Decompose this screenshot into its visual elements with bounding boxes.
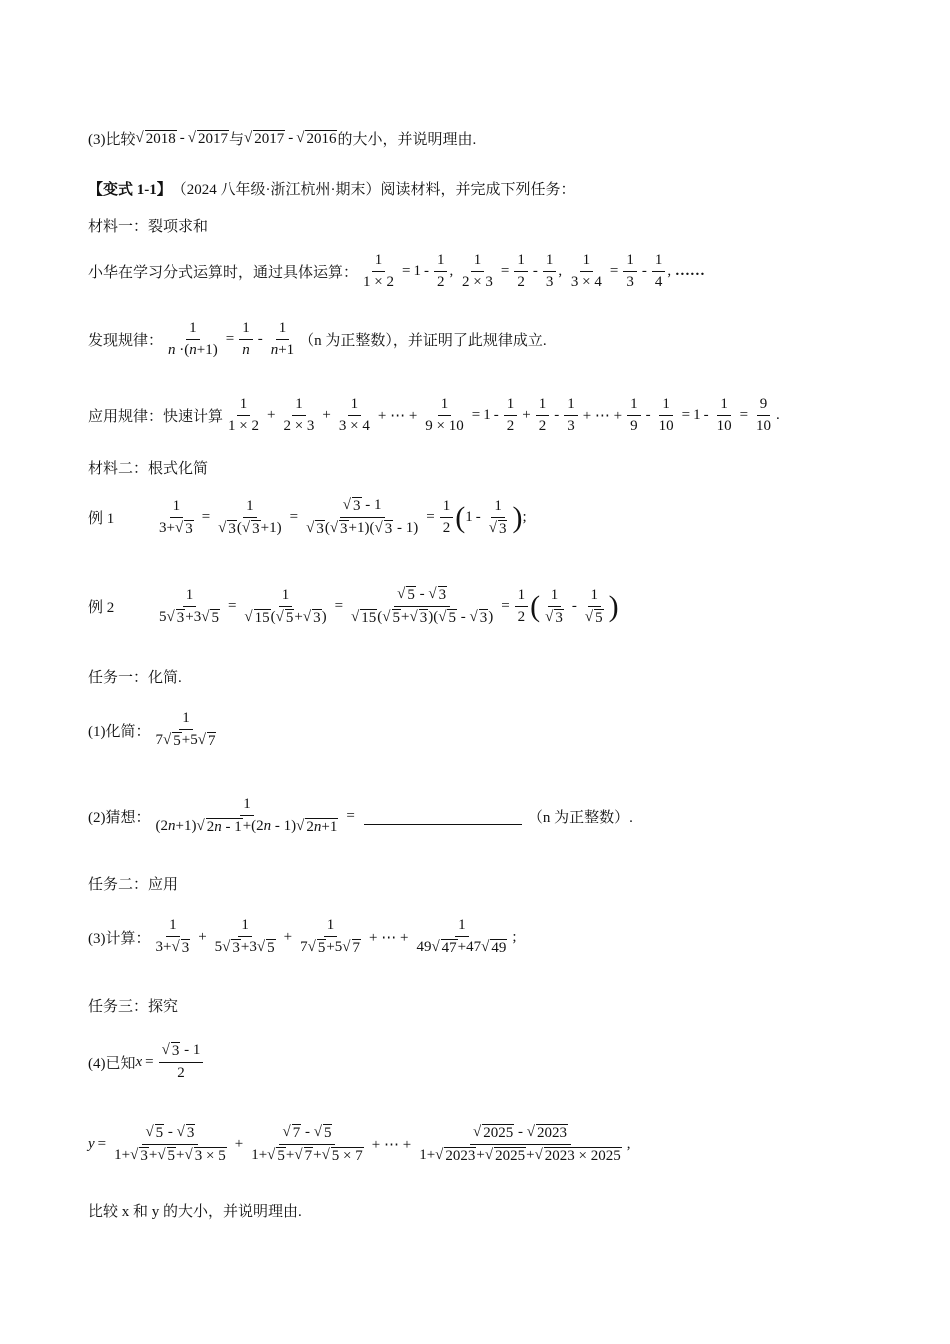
task1-q1: (1)化简： 1 7 √ 5 +5 √ 7: [88, 710, 216, 749]
answer-blank[interactable]: [364, 808, 522, 825]
sqrt-2017-b: √ 2017: [243, 129, 285, 147]
q2-label: (2)猜想：: [88, 809, 151, 826]
example1: 例 1 1 3+ √ 3 = 1 √ 3 ( √ 3 +1) = √ 3 - 1 √ 3 ( √ 3 +1)( √ 3 - 1) = $\frac{1}{2}$ ( 1 - 1 √ 3 ) ;: [88, 497, 527, 537]
task1-title: 任务一：化简.: [88, 670, 182, 686]
q3-compare-line: (3)比较 √ 2018 - √ 2017 与 √ 2017 - √ 2016 的大小，并说明理由.: [88, 129, 477, 148]
variant-source: （2024 八年级·浙江杭州·期末）阅读材料，并完成下列任务：: [171, 182, 576, 198]
variant-tag: 【变式 1-1】: [88, 182, 172, 198]
task3-title: 任务三：探究: [88, 999, 179, 1015]
q3-label: (3)计算：: [88, 930, 151, 947]
task2-title: 任务二：应用: [88, 877, 179, 893]
example1-label: 例 1: [88, 511, 115, 527]
apply-label: 应用规律：快速计算: [88, 409, 224, 425]
material2-title: 材料二：根式化简: [88, 461, 209, 477]
example2: 例 2 1 5 √ 3 +3 √ 5 = 1 √ 15 ( √ 5 + √ 3 ) = √ 5 - √ 3 √ 15 ( √ 5 + √ 3 )( √ 5 - √ 3 ) = $\frac{1}{2}$ ( 1 √ 3 - 1 √ 5 ): [88, 586, 619, 626]
material1-intro-text: 小华在学习分式运算时，通过具体运算：: [88, 265, 359, 281]
q3-prefix: (3)比较: [88, 132, 136, 148]
material1-intro: 小华在学习分式运算时，通过具体运算： $\frac{1}{1 \times 2}$ = 1 - $\frac{1}{2}$ , $\frac{1}{2 \times 3}$ = $\frac{1}{2}$ - $\frac{1}{3}$ , $\frac{1}{3 \times 4}$ = $\frac{1}{3}$ - $\frac{1}{4}$ , ……: [88, 252, 705, 290]
variant-header: [88, 178, 576, 199]
q2-note: （n 为正整数）.: [527, 809, 633, 826]
sqrt-2016: √ 2016: [296, 129, 337, 147]
example2-label: 例 2: [88, 600, 115, 616]
discover-label: 发现规律：: [88, 333, 164, 349]
q1-label: (1)化简：: [88, 723, 151, 740]
q4-label: (4)已知: [88, 1055, 136, 1072]
task3-y-expression: y = √ 5 - √ 3 1+ √ 3 + √ 5 + √ 3 × 5 + √ 7 - √ 5 1+ √ 5 + √ 7 + √ 5 × 7 + ⋯ + √ 2025 - √ 2023 1+ √ 2023 + √ 2025 + √ 2023 × 2025 ,: [88, 1124, 631, 1164]
q3-mid: 与: [228, 132, 244, 148]
material1-apply: 应用规律：快速计算 $\frac{1}{1 \times 2}$ + $\frac{1}{2 \times 3}$ + $\frac{1}{3 \times 4}$ + ⋯ + $\frac{1}{9 \times 10}$ = 1 - $\frac{1}{2}$ + $\frac{1}{2}$ - $\frac{1}{3}$ + ⋯ + $\frac{1}{9}$ - $\frac{1}{10}$ = 1 - $\frac{1}{10}$ = $\frac{9}{10}$ .: [88, 396, 780, 434]
q3-suffix: 的大小，并说明理由.: [337, 132, 477, 148]
task1-q2: (2)猜想： 1 (2n+1) √ 2n - 1 +(2n - 1) √ 2n+1 = （n 为正整数）.: [88, 796, 633, 835]
sqrt-2018: √ 2018: [135, 129, 176, 147]
ellipsis: ……: [674, 263, 705, 279]
material1-title: 材料一：裂项求和: [88, 219, 209, 235]
discover-note: （n 为正整数），并证明了此规律成立.: [299, 333, 547, 349]
material1-discover: 发现规律： $\frac{1}{n \cdot(n+1)}$ = $\frac{1}{n}$ - $\frac{1}{n+1}$ （n 为正整数），并证明了此规律成立.: [88, 320, 547, 358]
task3-q4: (4)已知 x = √ 3 - 1 2: [88, 1042, 205, 1082]
task3-compare: 比较 x 和 y 的大小，并说明理由.: [88, 1204, 302, 1220]
task2-q3: (3)计算： 1 3+ √ 3 + 1 5 √ 3 +3 √ 5 + 1 7 √ 5 +5 √ 7 + ⋯ + 1 49 √ 47 +47 √ 49 ;: [88, 917, 517, 956]
sqrt-2017-a: √ 2017: [187, 129, 228, 147]
